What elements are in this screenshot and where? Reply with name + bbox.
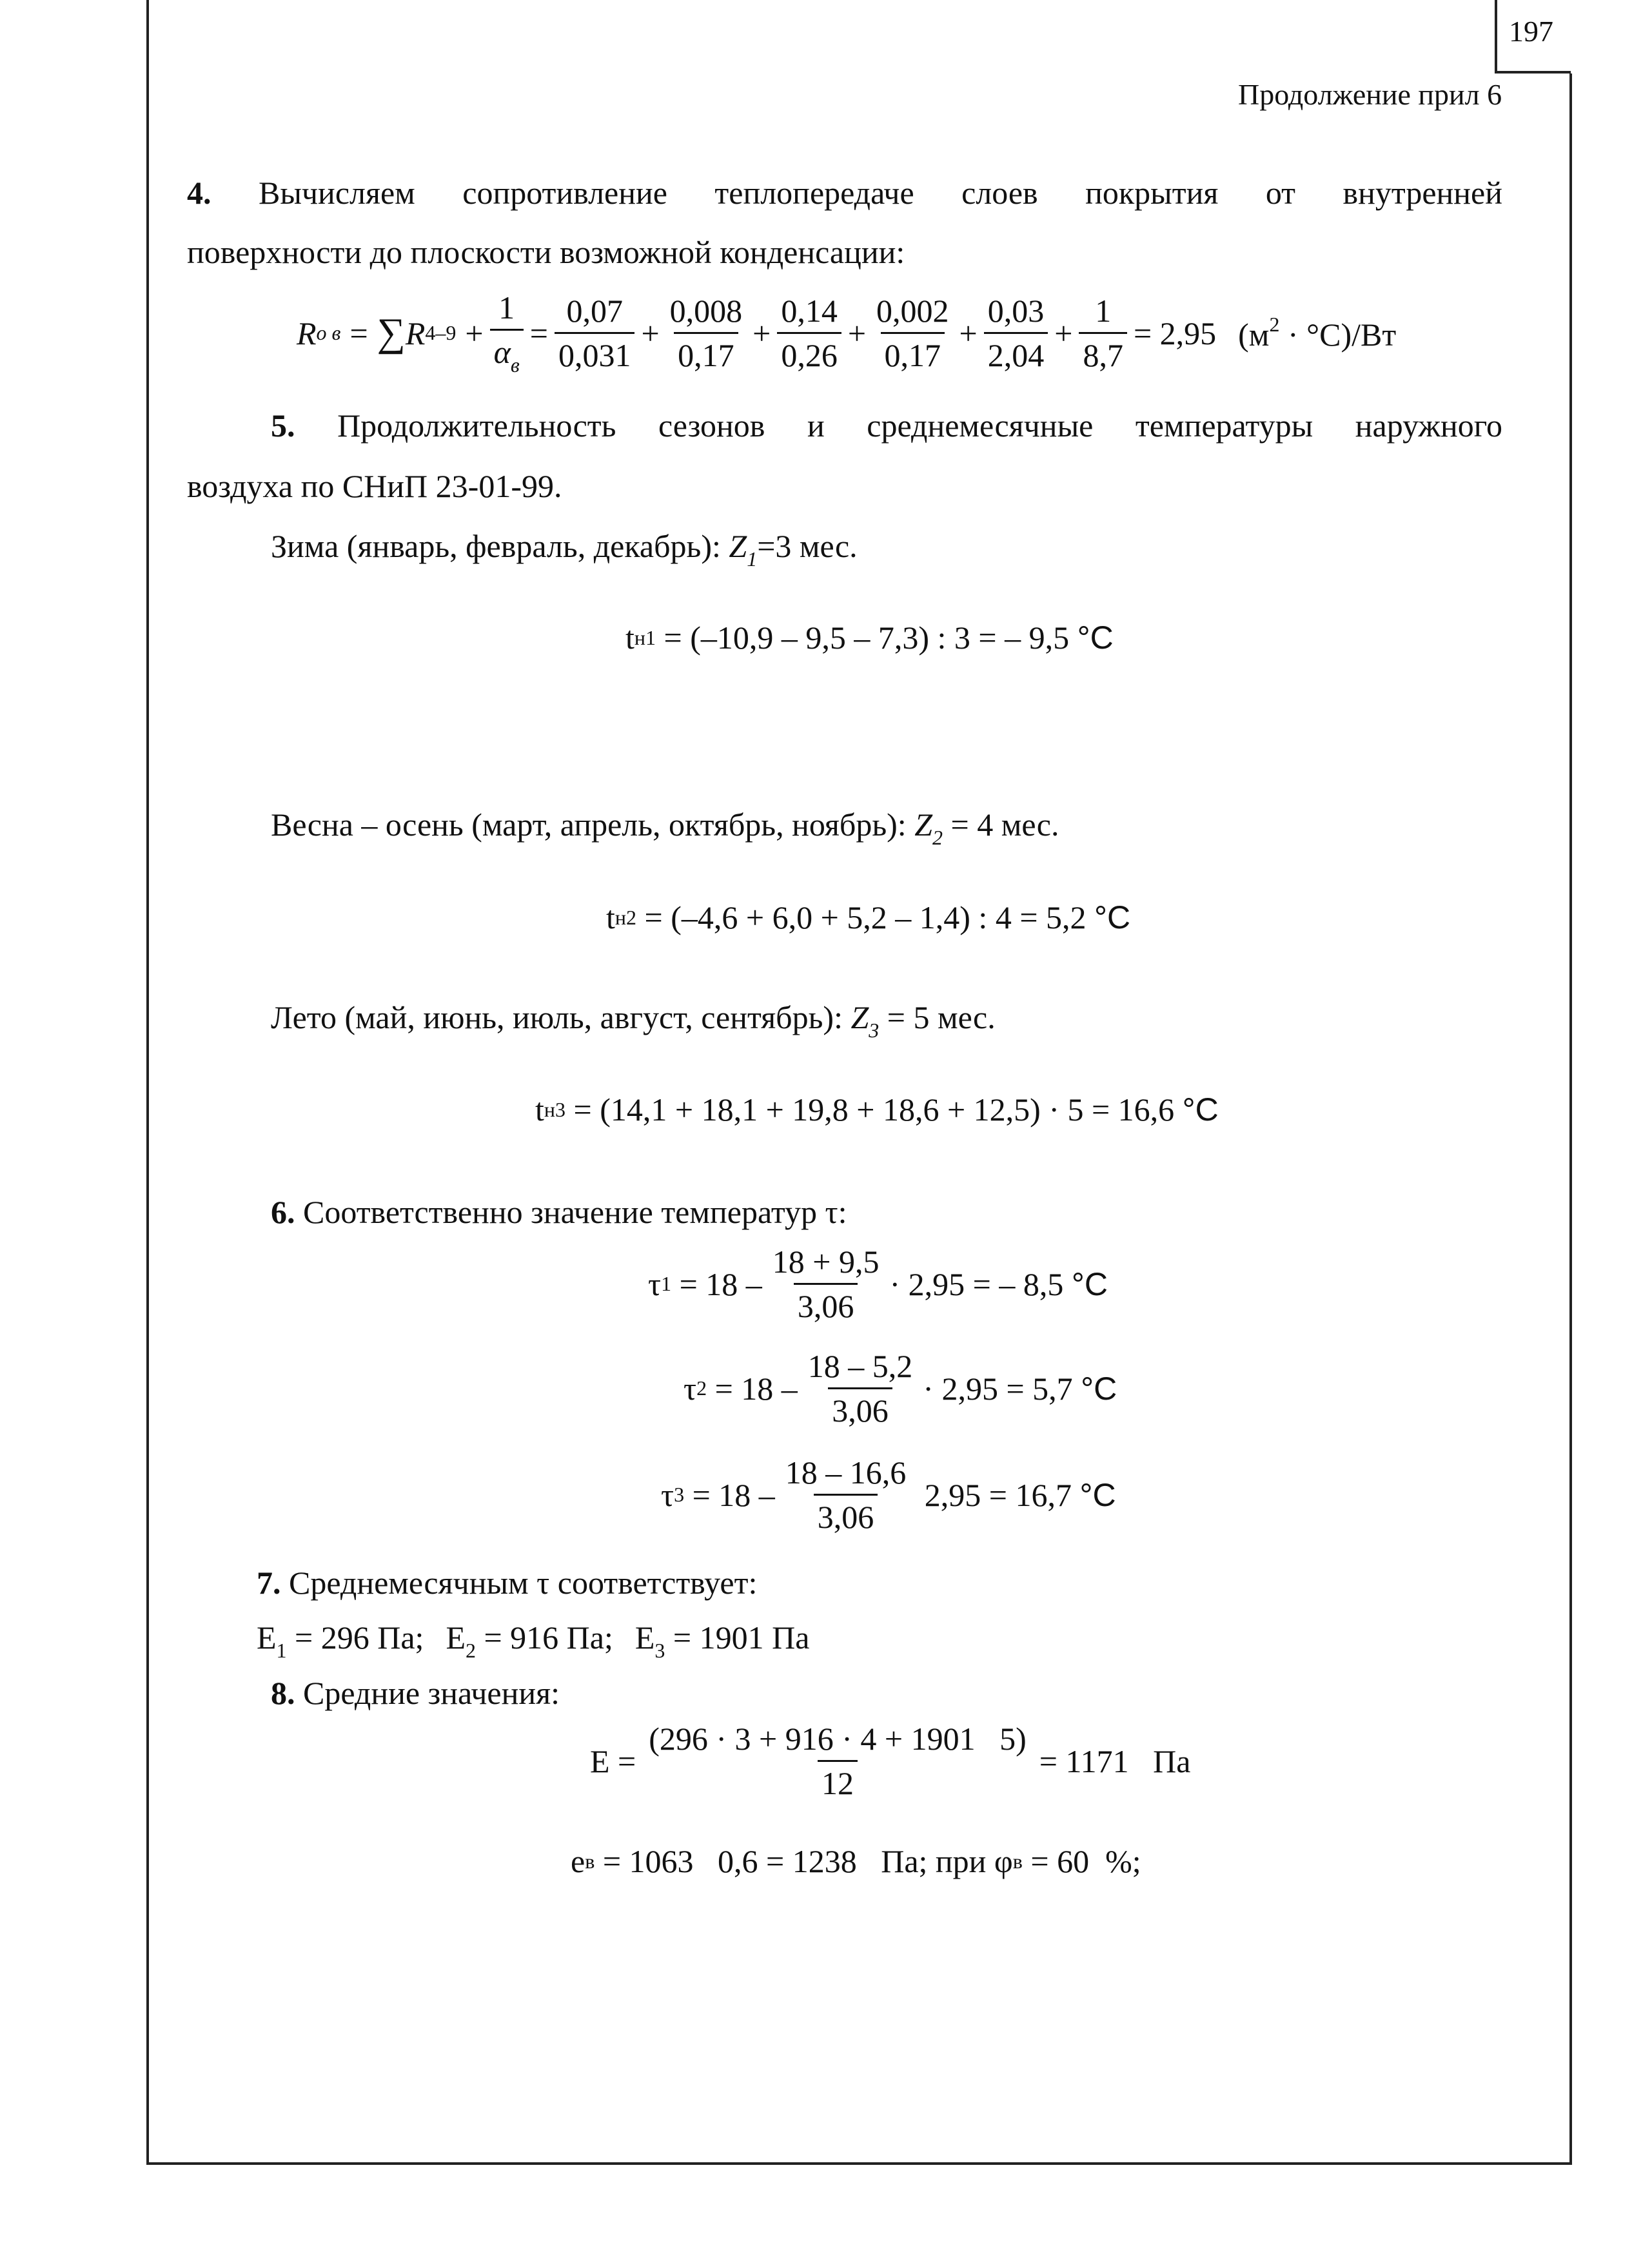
tn1-formula: t н1 = (–10,9 – 9,5 – 7,3) : 3 = – 9,5 °C [625, 620, 1114, 656]
step5-line1 [271, 393, 1502, 458]
step5-text: Продолжительность сезонов и среднемесячные температуры наружного [337, 407, 1502, 444]
spring-line: Весна – осень (март, апрель, октябрь, ноябрь): $Z_2 = 4$ мес. [271, 807, 1059, 849]
tau3-formula: τ 3 = 18 – $\frac{18 - 16,6}{3,06}$ 2,95 = 16,7 °C [661, 1454, 1116, 1535]
summer-line: Лето (май, июнь, июль, август, сентябрь): $Z_3 = 5$ мес. [271, 999, 996, 1042]
r-sum-subscript: 4–9 [425, 321, 457, 344]
tn3-formula: t н3 = (14,1 + 18,1 + 19,8 + 18,6 + 12,5) · 5 = 16,6 °C [535, 1091, 1219, 1128]
step6-line: 6. Соответственно значение температур τ: [271, 1194, 847, 1230]
step4-line2: поверхности до плоскости возможной конденсации: [187, 234, 905, 270]
ev-formula: e в = 1063 0,6 = 1238 Па; при φ в = 60 %; [571, 1843, 1141, 1879]
winter-line: Зима (январь, февраль, декабрь): $Z_1=3$ мес. [271, 528, 858, 571]
fraction-term-5: $\frac{0,03}{2,04}$ [984, 292, 1048, 374]
fraction-term-3: $\frac{0,14}{0,26}$ [777, 292, 841, 374]
step8-line: 8. Средние значения: [271, 1675, 560, 1711]
r-total-result: = 2,95 [1133, 315, 1217, 351]
frame-left-border [146, 0, 149, 2165]
step7-line: 7. Среднемесячным τ соответствует: [257, 1565, 758, 1601]
continuation-header: Продолжение прил 6 [1238, 78, 1502, 111]
step4-text: Вычисляем сопротивление теплопередаче слоев покрытия от внутренней [258, 175, 1502, 211]
r-total-subscript: о в [316, 321, 341, 344]
tn2-formula: t н2 = (–4,6 + 6,0 + 5,2 – 1,4) : 4 = 5,2 °C [606, 899, 1131, 935]
step5-number: 5. [271, 407, 295, 444]
page-number: 197 [1509, 15, 1553, 48]
frame-bottom-border [146, 2162, 1572, 2165]
formula-r-total: R о в = ∑ R 4–9 + $\frac{1}{\alpha_в}$ = $\frac{0,07}{0,031}$ + $\frac{0,008}{0,17}$ + $\frac{0,14}{0,26}$ + $\frac{0,002}{0,17}$ + $\frac{0,03}{2,04}$ + $\frac{1}{8,7}$ = 2,95 $(м^2 \cdot ^\circ C)/Вт$ [297, 289, 1397, 376]
tau2-formula: τ 2 = 18 – $\frac{18 - 5,2}{3,06}$ · 2,95 = 5,7 °C [683, 1348, 1117, 1429]
fraction-term-6: $\frac{1}{8,7}$ [1079, 292, 1127, 374]
frame-right-border [1569, 73, 1572, 2165]
e2-value: $E_2 = 916$ Па; [446, 1619, 613, 1662]
r-total-symbol: R [297, 315, 317, 351]
r-sum-symbol: R [405, 315, 426, 351]
e-mean-formula: E = $\frac{(296 \cdot 3 + 916 \cdot 4 + 1901 5)}{12}$ = 1171 Па [590, 1721, 1191, 1801]
step4-line1 [187, 161, 1502, 225]
sum-symbol: ∑ [377, 311, 406, 355]
tau1-formula: τ 1 = 18 – $\frac{18 + 9,5}{3,06}$ · 2,95 = – 8,5 °C [648, 1244, 1108, 1324]
fraction-term-1: $\frac{0,07}{0,031}$ [555, 292, 635, 374]
e1-value: $E_1 = 296$ Па; [257, 1619, 424, 1662]
step4-number: 4. [187, 175, 211, 211]
step5-line2: воздуха по СНиП 23-01-99. [187, 468, 562, 504]
e3-value: $E_3 = 1901$ Па [634, 1619, 810, 1662]
fraction-term-2: $\frac{0,008}{0,17}$ [669, 293, 743, 373]
fraction-alpha: $\frac{1}{\alpha_в}$ [490, 289, 524, 377]
fraction-term-4: $\frac{0,002}{0,17}$ [876, 293, 949, 373]
r-total-unit: $(м^2 \cdot ^\circ C)/Вт$ [1238, 313, 1397, 353]
